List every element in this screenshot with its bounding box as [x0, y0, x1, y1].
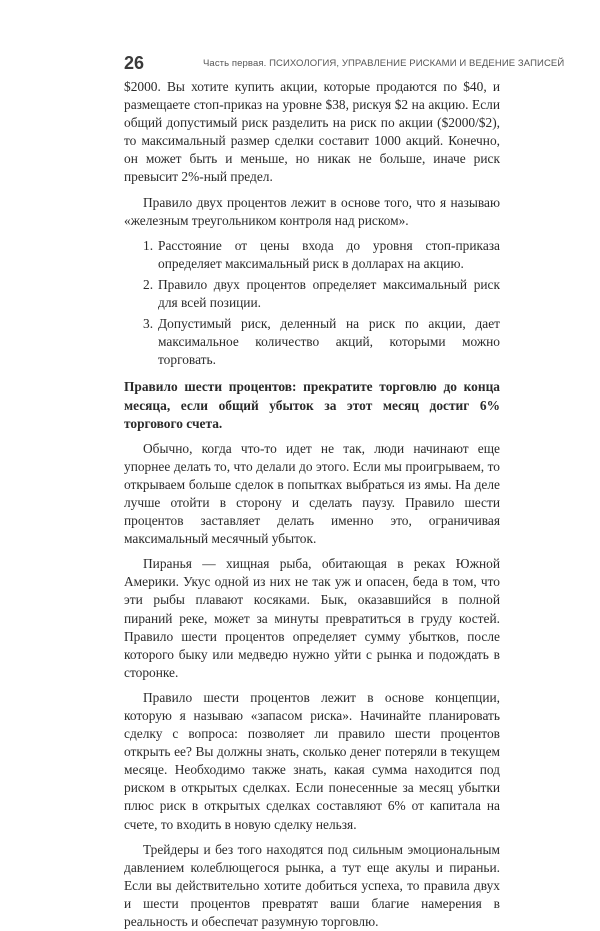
paragraph-iron-triangle: Правило двух процентов лежит в основе того, что я называю «железным треугольником контроля над риском». [124, 194, 500, 228]
paragraph-risk-reserve: Правило шести процентов лежит в основе концепции, которую я называю «запасом риска». Начинайте планировать сделку с вопроса: позволяет ли правило шести процентов открыть ее? Вы должны знать, сколько денег потеряли в текущем месяце. Необходимо также знать, какая сумма находится под риском в открытых сделках. Если понесенные за месяц убытки плюс риск в открытых сделках составляют 6% от капитала на счете, то входить в новую сделку нельзя. [124, 689, 500, 832]
section-heading: Правило шести процентов: прекратите торговлю до конца месяца, если общий убыток за этот месяц достиг 6% торгового счета. [124, 379, 500, 431]
list-item [143, 315, 500, 369]
paragraph-usually: Обычно, когда что-то идет не так, люди начинают еще упорнее делать то, что делали до этого. Если мы проигрываем, то открываем больше сделок в попытках выбраться из ямы. На деле лучше отойти в сторону и сделать паузу. Правило шести процентов заставляет делать именно это, ограничивая максимальный месячный убыток. [124, 440, 500, 547]
list-item-number: 3. [143, 316, 154, 332]
list-item-number: 2. [143, 276, 154, 292]
list-item [143, 276, 500, 312]
paragraph-continuation: $2000. Вы хотите купить акции, которые продаются по $40, и размещаете стоп-приказ на уровне $38, рискуя $2 на акцию. Если общий допустимый риск разделить на риск по акции ($2000/$2), то максимальный размер сделки составит 1000 акций. Конечно, он может быть и меньше, но никак не больше, иначе риск превысит 2%-ный предел. [124, 79, 500, 185]
paragraph-conclusion: Трейдеры и без того находятся под сильным эмоциональным давлением колеблющегося рынка, а тут еще акулы и пираньи. Если вы действительно хотите добиться успеха, то правила двух и шести процентов превратят ваши благие намерения в реальность и обеспечат разумную торговлю. [124, 841, 500, 930]
list-item-text: Расстояние от цены входа до уровня стоп-приказа определяет максимальный риск в долларах на акцию. [158, 237, 500, 271]
rules-list [124, 237, 500, 370]
list-item-text: Правило двух процентов определяет максимальный риск для всей позиции. [158, 276, 500, 311]
page-number: 26 [124, 53, 145, 73]
list-item [143, 237, 500, 273]
list-item-number: 1. [143, 237, 154, 253]
running-head: Часть первая. ПСИХОЛОГИЯ, УПРАВЛЕНИЕ РИСКАМИ И ВЕДЕНИЕ ЗАПИСЕЙ [203, 58, 565, 69]
paragraph-piranha: Пиранья — хищная рыба, обитающая в реках Южной Америки. Укус одной из них не так уж и опасен, беда в том, что эти рыбы плавают косяками. Бык, оказавшийся в полной пираний реке, может за минуты превратиться в груду костей. Правило шести процентов определяет сумму убытков, после которого быку или медведю нужно уйти с рынка и подождать в сторонке. [124, 556, 500, 680]
list-item-text: Допустимый риск, деленный на риск по акции, дает максимальное количество акций, которыми можно торговать. [158, 316, 500, 368]
page-body [124, 78, 500, 931]
